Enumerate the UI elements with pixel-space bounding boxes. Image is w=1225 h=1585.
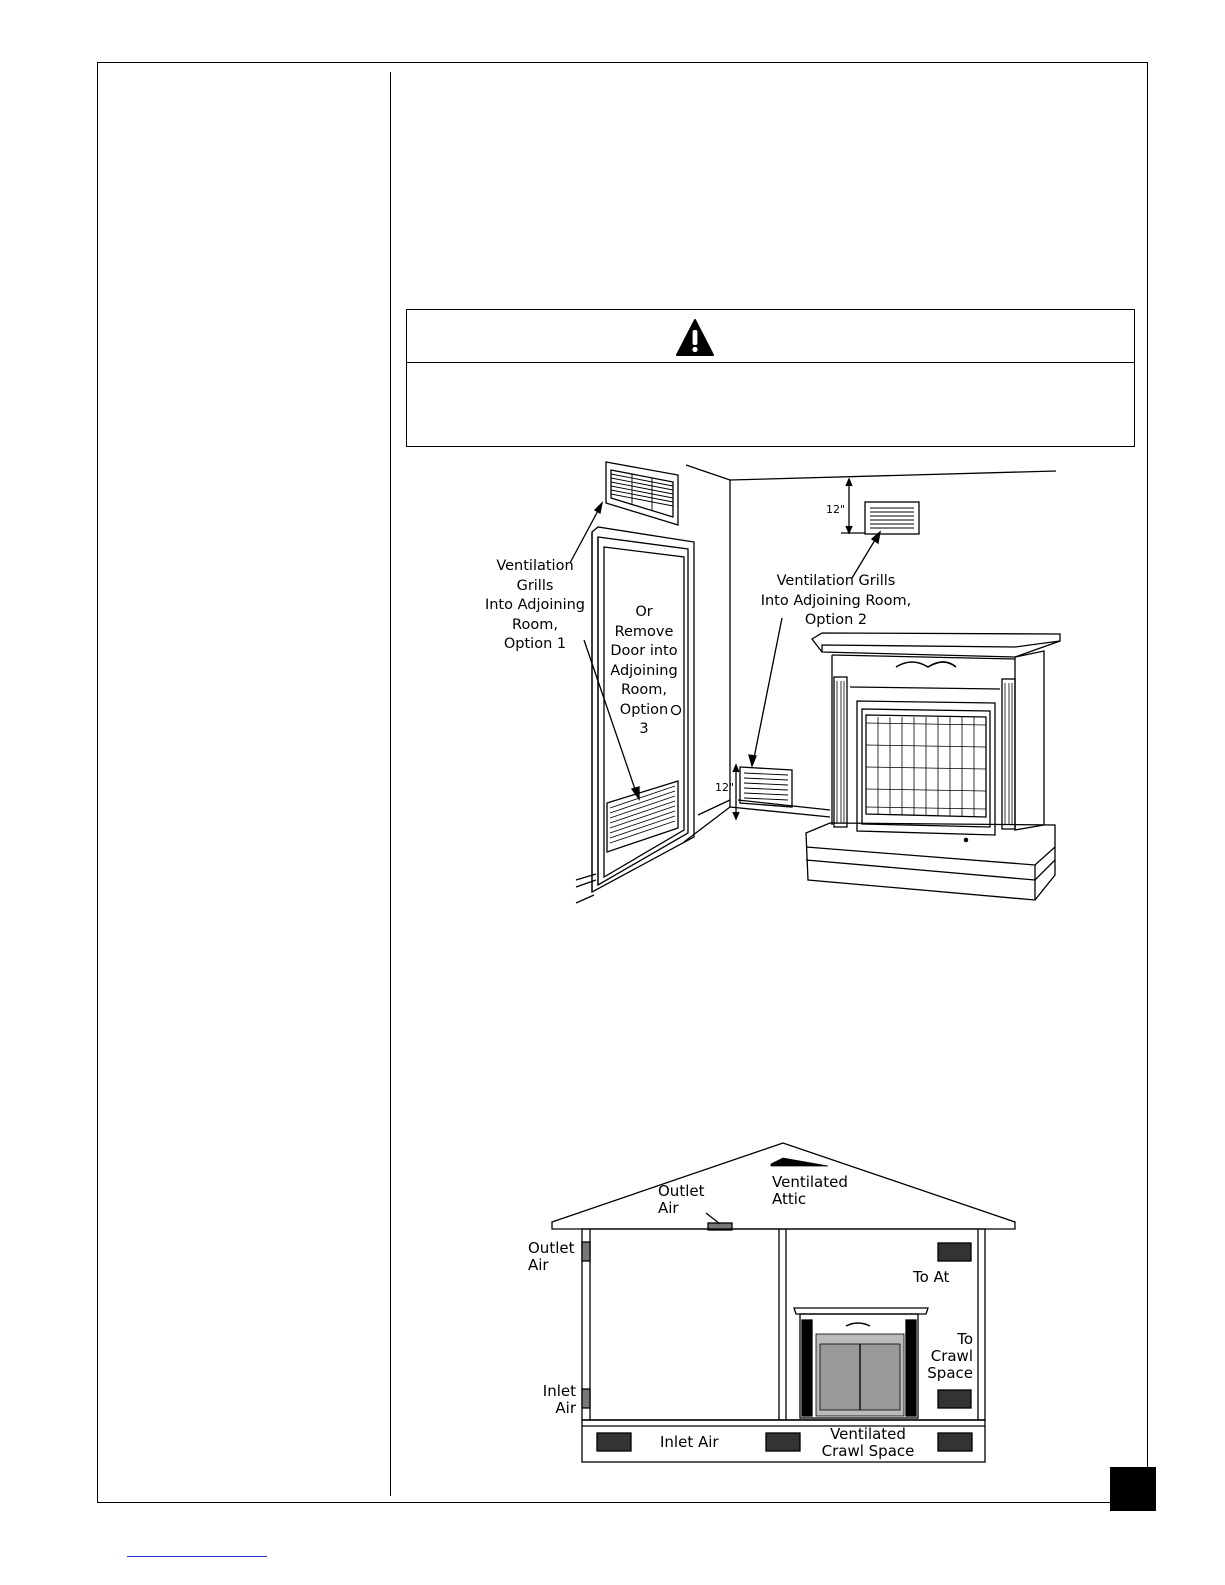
label-line: Option [619,701,669,718]
label-inlet-air-wall [540,1383,576,1417]
label-line: Attic [772,1190,807,1208]
page-number-tab [1110,1467,1156,1511]
column-divider [390,72,391,1496]
ventilation-room-figure [484,455,1070,910]
label-line: Remove [614,623,674,640]
label-ventilated-crawl-space [818,1426,918,1460]
label-line: Option 2 [804,612,868,628]
door-grill-option1 [607,781,678,852]
label-line: 3 [639,721,649,737]
label-line: Crawl Space [821,1442,915,1460]
label-line: Ventilation Grills [776,573,896,589]
footer-link-underline[interactable] [127,1556,267,1557]
warning-triangle-icon [675,318,715,358]
label-line: Inlet [542,1382,576,1400]
house-ventilation-figure [528,1138,1023,1468]
label-line: Air [658,1199,679,1217]
label-line: Outlet [528,1239,575,1257]
label-line: Air [555,1399,576,1417]
upper-grill-option1 [606,462,678,525]
label-door-option3 [605,603,683,740]
label-line: Into Adjoining Room, [760,592,912,609]
label-vent-option1 [475,557,595,655]
label-vent-option2 [750,572,922,631]
label-line: Ventilated [772,1173,848,1191]
label-line: Adjoining [610,662,678,679]
label-to-attic: To At [913,1268,950,1286]
warning-box [406,309,1135,447]
label-ventilated-attic [772,1174,848,1208]
label-line: Ventilated [830,1425,906,1443]
label-line: Room, [621,682,667,698]
fireplace-illustration [806,633,1060,900]
fireplace-small [794,1308,928,1418]
label-line: Space [927,1364,973,1382]
label-line: Ventilation [496,558,574,574]
label-outlet-air-wall [528,1240,574,1274]
upper-grill-option2 [865,502,919,534]
label-line: Door into [610,643,678,659]
label-line: Crawl [930,1347,973,1365]
label-outlet-air-attic [658,1183,704,1217]
label-line: Or [635,604,653,620]
label-inlet-air-crawl: Inlet Air [660,1433,719,1451]
label-line: Option 1 [503,636,567,652]
label-line: Outlet [658,1182,705,1200]
warning-header-rule [407,362,1134,363]
label-line: Room, [512,616,558,633]
dimension-bottom-label: 12" [715,781,735,794]
label-line: Grills [516,577,554,594]
label-line: To [957,1330,973,1348]
label-to-crawl-space [918,1331,973,1382]
dimension-top-label: 12" [826,503,846,516]
label-line: Air [528,1256,549,1274]
label-line: Into Adjoining [484,597,586,613]
